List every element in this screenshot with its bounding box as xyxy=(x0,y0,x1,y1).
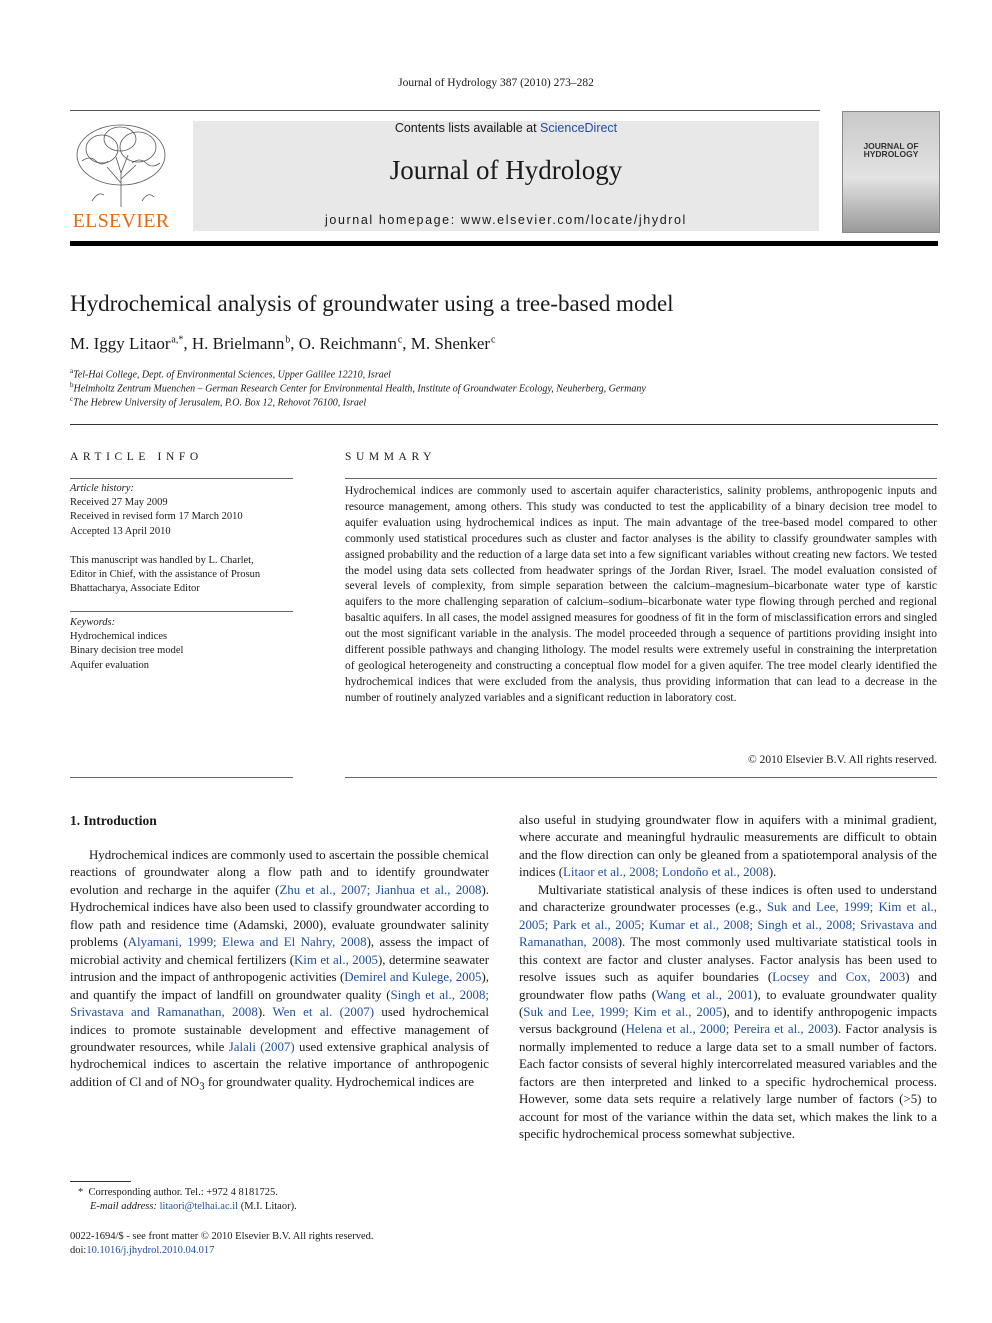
journal-banner xyxy=(193,121,819,231)
author-sup[interactable]: c xyxy=(397,334,403,346)
citation-link[interactable]: Kim et al., 2005 xyxy=(293,952,379,967)
handled-line: This manuscript was handled by L. Charlet, xyxy=(70,555,254,566)
handled-by-note xyxy=(70,554,310,597)
affiliation xyxy=(70,367,391,380)
article-info-rule xyxy=(70,478,293,479)
citation-link[interactable]: Helena et al., 2000; Pereira et al., 2003 xyxy=(625,1022,834,1037)
paragraph xyxy=(70,847,489,1096)
text-run: ). xyxy=(257,1005,273,1020)
keywords-rule xyxy=(70,611,293,612)
journal-citation: Journal of Hydrology 387 (2010) 273–282 xyxy=(398,77,594,89)
paragraph xyxy=(519,812,937,882)
affiliation-text: The Hebrew University of Jerusalem, P.O. Box 12, Rehovot 76100, Israel xyxy=(73,397,367,409)
text-run: Multivariate statistical analysis of these indices is often used to understand and characterize groundwater processes (e.g., xyxy=(519,882,937,915)
article-info-bottom-rule xyxy=(70,777,293,778)
citation-link[interactable]: Singh et al., 2008; Srivastava and Ramanathan, 2008 xyxy=(70,987,490,1020)
affiliation-text: Tel-Hai College, Dept. of Environmental Sciences, Upper Galilee 12210, Israel xyxy=(73,369,391,381)
affiliation xyxy=(70,381,646,394)
author-name: H. Brielmann xyxy=(191,334,285,353)
article-info-heading: ARTICLE INFO xyxy=(70,451,203,463)
elsevier-wordmark: ELSEVIER xyxy=(72,210,170,232)
citation-link[interactable]: Litaor et al., 2008; Londoño et al., 2008 xyxy=(563,865,769,880)
text-run: ). xyxy=(768,865,777,880)
footnote-star: * xyxy=(78,1187,84,1198)
affiliation xyxy=(70,395,366,408)
journal-cover-image[interactable] xyxy=(842,111,940,233)
email-label: E-mail address: xyxy=(90,1201,160,1212)
text-run: ). The most commonly used multivariate statistical tools in this context are factor and cluster analyses. Factor analysis has been used to resolve issues such as aquifer boundaries ( xyxy=(519,935,938,985)
section-heading-introduction: 1. Introduction xyxy=(70,813,157,828)
text-run: ). Hydrochemical indices have also been used to classify groundwater according to flow path and residence time (Adamski, 2000), evaluate groundwater salinity problems ( xyxy=(70,882,490,950)
journal-title: Journal of Hydrology xyxy=(389,155,623,185)
elsevier-tree-icon xyxy=(72,121,170,207)
handled-line: Editor in Chief, with the assistance of Prosun xyxy=(70,569,261,581)
text-run: Hydrochemical indices are commonly used to ascertain the possible chemical reactions of groundwater along a flow path and to identify groundwater evolution and recharge in the aquifer ( xyxy=(70,848,489,897)
keyword: Binary decision tree model xyxy=(70,645,184,657)
summary-heading: SUMMARY xyxy=(345,451,436,463)
author-list: M. Iggy Litaor $^{a,*}$, H. Brielmann $^b$, O. Reichmann $^c$, M. Shenker $^c$ xyxy=(70,334,496,353)
sciencedirect-link[interactable]: ScienceDirect xyxy=(540,121,618,135)
journal-homepage xyxy=(193,213,819,227)
keywords-label: Keywords: xyxy=(70,617,116,628)
body-column-left xyxy=(70,847,489,1096)
footnote-rule xyxy=(70,1181,131,1182)
text-run: ), and quantify the impact of landfill on groundwater quality ( xyxy=(70,970,489,1002)
author-name: O. Reichmann xyxy=(298,334,397,353)
text-run: ). Factor analysis is normally implemented to reduce a large data set to a small number of factors. Each factor consists of several highly intercorrelated measured variables and the factors are then interpreted and linked to a specific hydrochemical process. However, some data sets require a relatively large number of factors (>5) to account for most of the variance within the data set, which makes the link to a specific hydrochemical process somewhat subjective. xyxy=(519,1022,938,1142)
issn-line: 0022-1694/$ - see front matter © 2010 Elsevier B.V. All rights reserved. xyxy=(70,1231,374,1242)
citation-link[interactable]: Demirel and Kulege, 2005 xyxy=(344,970,482,985)
affiliation-sup: a xyxy=(70,367,74,375)
doi-prefix: doi: xyxy=(70,1245,87,1256)
text-run: ), and to identify anthropogenic impacts versus background ( xyxy=(519,1004,937,1037)
text-run: for groundwater quality. Hydrochemical indices are xyxy=(204,1074,475,1089)
email-suffix: (M.I. Litaor). xyxy=(238,1201,297,1212)
paragraph xyxy=(519,882,937,1144)
homepage-url[interactable]: www.elsevier.com/locate/jhydrol xyxy=(460,213,687,227)
citation-link[interactable]: Zhu et al., 2007; Jianhua et al., 2008 xyxy=(279,882,482,897)
citation-link[interactable]: Suk and Lee, 1999; Kim et al., 2005 xyxy=(523,1004,723,1019)
keywords-block xyxy=(70,616,300,673)
text-run: ) and groundwater flow paths ( xyxy=(519,970,937,1002)
accepted-date: Accepted 13 April 2010 xyxy=(70,525,171,537)
header-thick-rule xyxy=(70,241,938,246)
summary-text: Hydrochemical indices are commonly used to ascertain aquifer characteristics, salinity problems, anthropogenic inputs and resource management, among others. This study was conducted to test the applicability of a binary decision tree model to aquifer evaluation using hydrochemical indices as input. The main advantage of the tree-based model compared to other commonly used statistical procedures such as cluster and factor analyses is the ability to classify groundwater samples with assigned probability and the reduction of a large data set into a few significant variables without creating new factors. We tested the model using data sets collected from headwater springs of the Jordan River, Israel. The model evaluation consisted of several levels of complexity, from simple separation between the calcium–magnesium–bicarbonate water type of karstic aquifers to the more challenging separation of calcium–sodium–bicarbonate water type flowing through perched and regional basaltic aquifers. In all cases, the model assigned measures for goodness of fit in the form of misclassification errors and singled out the most significant variable in the analysis. The model proceeded through a sequence of partitions providing insight into different possible pathways and changing lithology. The model results were extremely useful in constraining the interpretation of geological heterogeneity and constructing a conceptual flow model for a given aquifer. The tree model clearly identified the hydrochemical indices that were excluded from the analysis, thus providing information that can lead to a decrease in the number of routinely analyzed variables and a significant reduction in laboratory cost. xyxy=(345,485,937,704)
handled-line: Bhattacharya, Associate Editor xyxy=(70,583,200,595)
keyword: Hydrochemical indices xyxy=(70,631,168,643)
elsevier-logo[interactable] xyxy=(70,121,172,233)
affiliation-sup: b xyxy=(70,381,74,389)
title-block-rule xyxy=(70,424,938,425)
cover-title: JOURNAL OF HYDROLOGY xyxy=(863,141,919,159)
header-rule xyxy=(70,110,820,111)
contents-prefix: Contents lists available at xyxy=(394,121,541,135)
body-column-right xyxy=(519,812,937,1144)
citation-link[interactable]: Locsey and Cox, 2003 xyxy=(772,970,906,985)
author-sup[interactable]: c xyxy=(490,334,496,346)
summary-copyright: © 2010 Elsevier B.V. All rights reserved. xyxy=(748,754,937,766)
author-name: M. Iggy Litaor xyxy=(70,334,171,353)
text-run: used hydrochemical indices to promote sustainable development and effective management of groundwater resources, while xyxy=(70,1005,489,1054)
doi-link[interactable]: 10.1016/j.jhydrol.2010.04.017 xyxy=(86,1245,215,1256)
front-matter-note xyxy=(70,1230,570,1258)
summary-rule xyxy=(345,478,937,479)
corresponding-footnote xyxy=(78,1186,498,1214)
email-link[interactable]: litaori@telhai.ac.il xyxy=(159,1201,239,1212)
homepage-prefix: journal homepage: xyxy=(325,213,461,227)
article-history xyxy=(70,482,300,539)
citation-link[interactable]: Alyamani, 1999; Elewa and El Nahry, 2008 xyxy=(127,935,367,950)
text-run: ), assess the impact of microbial activity and chemical fertilizers ( xyxy=(70,935,489,967)
citation-link[interactable]: Jalali (2007) xyxy=(228,1039,295,1054)
keyword: Aquifer evaluation xyxy=(70,659,150,671)
received-date: Received 27 May 2009 xyxy=(70,497,168,509)
author-sup[interactable]: b xyxy=(285,334,291,346)
contents-line xyxy=(193,121,819,135)
author-sup[interactable]: a,* xyxy=(171,334,184,346)
text-run: used extensive graphical analysis of hydrochemical indices to ascertain the relative importance of anthropogenic addition of Cl and of NO xyxy=(70,1039,489,1089)
text-run: ), to evaluate groundwater quality ( xyxy=(519,987,938,1019)
text-run: also useful in studying groundwater flow in aquifers with a minimal gradient, where accurate and meaningful hydraulic measurements are difficult to obtain and the flow direction can only be gleaned from a spatiotemporal analysis of the indices ( xyxy=(519,813,937,880)
text-run: ), determine seawater intrusion and the impact of anthropogenic activities ( xyxy=(70,952,489,985)
history-label: Article history: xyxy=(70,483,134,494)
affiliation-text: Helmholtz Zentrum Muenchen – German Research Center for Environmental Health, Institute of Groundwater Ecology, Neuherberg, Germany xyxy=(73,383,646,395)
citation-link[interactable]: Wang et al., 2001 xyxy=(656,987,754,1002)
citation-link[interactable]: Wen et al. (2007) xyxy=(272,1005,375,1020)
paper-title: Hydrochemical analysis of groundwater using a tree-based model xyxy=(70,291,674,316)
corresponding-text: Corresponding author. Tel.: +972 4 8181725. xyxy=(88,1187,278,1198)
author-name: M. Shenker xyxy=(410,334,491,353)
summary-bottom-rule xyxy=(345,777,937,778)
affiliation-sup: c xyxy=(70,395,74,403)
revised-date: Received in revised form 17 March 2010 xyxy=(70,511,243,523)
citation-link[interactable]: Suk and Lee, 1999; Kim et al., 2005; Park et al., 2005; Kumar et al., 2008; Singh et al., 2008; Srivastava and Ramanathan, 2008 xyxy=(519,900,937,950)
subscript: 3 xyxy=(199,1080,205,1093)
